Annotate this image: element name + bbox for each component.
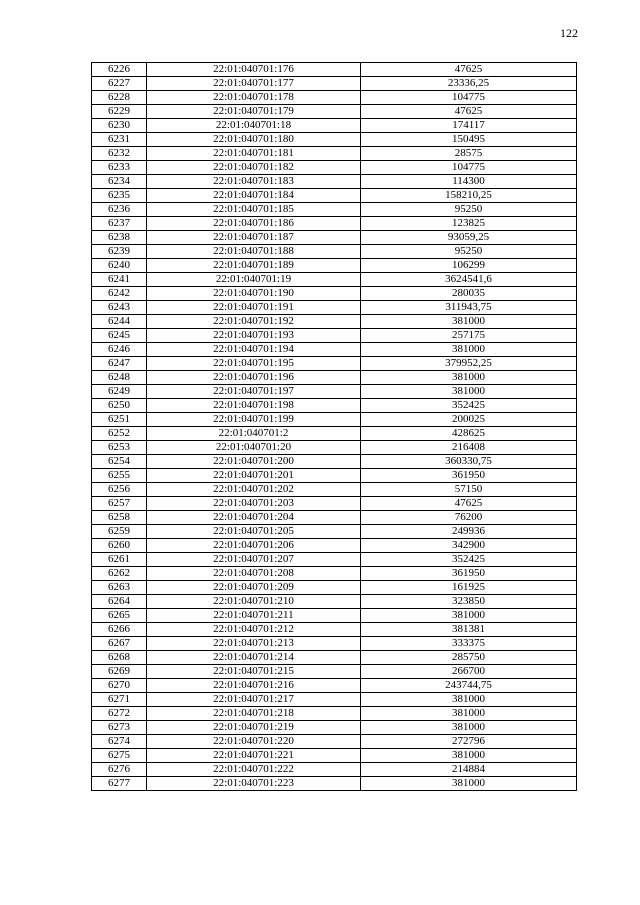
table-row bbox=[92, 665, 577, 679]
value-cell: 123825 bbox=[361, 217, 577, 231]
table-row bbox=[92, 637, 577, 651]
row-number-cell: 6245 bbox=[92, 329, 147, 343]
cadastral-number-cell: 22:01:040701:201 bbox=[147, 469, 361, 483]
value-cell: 333375 bbox=[361, 637, 577, 651]
value-cell: 381000 bbox=[361, 749, 577, 763]
cadastral-number-cell: 22:01:040701:212 bbox=[147, 623, 361, 637]
table-row bbox=[92, 175, 577, 189]
value-cell: 381000 bbox=[361, 693, 577, 707]
table-row bbox=[92, 763, 577, 777]
value-cell: 104775 bbox=[361, 161, 577, 175]
table-row bbox=[92, 721, 577, 735]
cadastral-number-cell: 22:01:040701:211 bbox=[147, 609, 361, 623]
row-number-cell: 6260 bbox=[92, 539, 147, 553]
table-row bbox=[92, 231, 577, 245]
cadastral-number-cell: 22:01:040701:191 bbox=[147, 301, 361, 315]
value-cell: 280035 bbox=[361, 287, 577, 301]
value-cell: 214884 bbox=[361, 763, 577, 777]
row-number-cell: 6258 bbox=[92, 511, 147, 525]
table-row bbox=[92, 217, 577, 231]
value-cell: 428625 bbox=[361, 427, 577, 441]
row-number-cell: 6259 bbox=[92, 525, 147, 539]
row-number-cell: 6261 bbox=[92, 553, 147, 567]
value-cell: 266700 bbox=[361, 665, 577, 679]
cadastral-number-cell: 22:01:040701:185 bbox=[147, 203, 361, 217]
page-number: 122 bbox=[560, 26, 578, 40]
table-row bbox=[92, 567, 577, 581]
value-cell: 106299 bbox=[361, 259, 577, 273]
value-cell: 95250 bbox=[361, 203, 577, 217]
table-row bbox=[92, 427, 577, 441]
row-number-cell: 6252 bbox=[92, 427, 147, 441]
value-cell: 361950 bbox=[361, 567, 577, 581]
cadastral-number-cell: 22:01:040701:183 bbox=[147, 175, 361, 189]
row-number-cell: 6230 bbox=[92, 119, 147, 133]
value-cell: 249936 bbox=[361, 525, 577, 539]
cadastral-number-cell: 22:01:040701:182 bbox=[147, 161, 361, 175]
row-number-cell: 6247 bbox=[92, 357, 147, 371]
table-row bbox=[92, 455, 577, 469]
cadastral-number-cell: 22:01:040701:200 bbox=[147, 455, 361, 469]
table-row bbox=[92, 259, 577, 273]
value-cell: 285750 bbox=[361, 651, 577, 665]
cadastral-number-cell: 22:01:040701:19 bbox=[147, 273, 361, 287]
value-cell: 28575 bbox=[361, 147, 577, 161]
table-row bbox=[92, 301, 577, 315]
row-number-cell: 6240 bbox=[92, 259, 147, 273]
value-cell: 243744,75 bbox=[361, 679, 577, 693]
row-number-cell: 6273 bbox=[92, 721, 147, 735]
table-row bbox=[92, 287, 577, 301]
table-row bbox=[92, 399, 577, 413]
value-cell: 272796 bbox=[361, 735, 577, 749]
row-number-cell: 6232 bbox=[92, 147, 147, 161]
cadastral-number-cell: 22:01:040701:179 bbox=[147, 105, 361, 119]
row-number-cell: 6257 bbox=[92, 497, 147, 511]
cadastral-number-cell: 22:01:040701:199 bbox=[147, 413, 361, 427]
cadastral-number-cell: 22:01:040701:197 bbox=[147, 385, 361, 399]
cadastral-number-cell: 22:01:040701:194 bbox=[147, 343, 361, 357]
table-row bbox=[92, 273, 577, 287]
value-cell: 257175 bbox=[361, 329, 577, 343]
row-number-cell: 6269 bbox=[92, 665, 147, 679]
row-number-cell: 6276 bbox=[92, 763, 147, 777]
row-number-cell: 6267 bbox=[92, 637, 147, 651]
cadastral-number-cell: 22:01:040701:208 bbox=[147, 567, 361, 581]
row-number-cell: 6231 bbox=[92, 133, 147, 147]
cadastral-number-cell: 22:01:040701:220 bbox=[147, 735, 361, 749]
table-row bbox=[92, 651, 577, 665]
cadastral-number-cell: 22:01:040701:206 bbox=[147, 539, 361, 553]
value-cell: 174117 bbox=[361, 119, 577, 133]
row-number-cell: 6239 bbox=[92, 245, 147, 259]
value-cell: 379952,25 bbox=[361, 357, 577, 371]
row-number-cell: 6234 bbox=[92, 175, 147, 189]
table-row bbox=[92, 245, 577, 259]
value-cell: 114300 bbox=[361, 175, 577, 189]
cadastral-number-cell: 22:01:040701:187 bbox=[147, 231, 361, 245]
cadastral-number-cell: 22:01:040701:218 bbox=[147, 707, 361, 721]
cadastral-number-cell: 22:01:040701:207 bbox=[147, 553, 361, 567]
cadastral-number-cell: 22:01:040701:189 bbox=[147, 259, 361, 273]
value-cell: 104775 bbox=[361, 91, 577, 105]
table-row bbox=[92, 315, 577, 329]
cadastral-number-cell: 22:01:040701:180 bbox=[147, 133, 361, 147]
table-row bbox=[92, 105, 577, 119]
row-number-cell: 6235 bbox=[92, 189, 147, 203]
table-row bbox=[92, 553, 577, 567]
value-cell: 381000 bbox=[361, 343, 577, 357]
cadastral-number-cell: 22:01:040701:205 bbox=[147, 525, 361, 539]
cadastral-number-cell: 22:01:040701:215 bbox=[147, 665, 361, 679]
cadastral-number-cell: 22:01:040701:214 bbox=[147, 651, 361, 665]
table-row bbox=[92, 679, 577, 693]
value-cell: 47625 bbox=[361, 105, 577, 119]
table-row bbox=[92, 343, 577, 357]
value-cell: 161925 bbox=[361, 581, 577, 595]
row-number-cell: 6248 bbox=[92, 371, 147, 385]
table-row bbox=[92, 133, 577, 147]
cadastral-number-cell: 22:01:040701:204 bbox=[147, 511, 361, 525]
row-number-cell: 6254 bbox=[92, 455, 147, 469]
row-number-cell: 6241 bbox=[92, 273, 147, 287]
row-number-cell: 6227 bbox=[92, 77, 147, 91]
table-row bbox=[92, 623, 577, 637]
cadastral-number-cell: 22:01:040701:2 bbox=[147, 427, 361, 441]
table-row bbox=[92, 189, 577, 203]
table-row bbox=[92, 777, 577, 791]
value-cell: 381000 bbox=[361, 609, 577, 623]
value-cell: 47625 bbox=[361, 63, 577, 77]
row-number-cell: 6238 bbox=[92, 231, 147, 245]
value-cell: 381000 bbox=[361, 721, 577, 735]
table-row bbox=[92, 371, 577, 385]
cadastral-number-cell: 22:01:040701:202 bbox=[147, 483, 361, 497]
cadastral-number-cell: 22:01:040701:18 bbox=[147, 119, 361, 133]
row-number-cell: 6262 bbox=[92, 567, 147, 581]
row-number-cell: 6228 bbox=[92, 91, 147, 105]
row-number-cell: 6274 bbox=[92, 735, 147, 749]
row-number-cell: 6249 bbox=[92, 385, 147, 399]
value-cell: 381381 bbox=[361, 623, 577, 637]
row-number-cell: 6263 bbox=[92, 581, 147, 595]
table-row bbox=[92, 469, 577, 483]
table-row bbox=[92, 441, 577, 455]
value-cell: 216408 bbox=[361, 441, 577, 455]
value-cell: 361950 bbox=[361, 469, 577, 483]
value-cell: 158210,25 bbox=[361, 189, 577, 203]
cadastral-number-cell: 22:01:040701:203 bbox=[147, 497, 361, 511]
cadastral-number-cell: 22:01:040701:196 bbox=[147, 371, 361, 385]
table-row bbox=[92, 735, 577, 749]
table-row bbox=[92, 203, 577, 217]
table-body bbox=[92, 63, 577, 791]
table-row bbox=[92, 581, 577, 595]
row-number-cell: 6251 bbox=[92, 413, 147, 427]
row-number-cell: 6236 bbox=[92, 203, 147, 217]
cadastral-number-cell: 22:01:040701:210 bbox=[147, 595, 361, 609]
value-cell: 47625 bbox=[361, 497, 577, 511]
row-number-cell: 6268 bbox=[92, 651, 147, 665]
row-number-cell: 6265 bbox=[92, 609, 147, 623]
value-cell: 57150 bbox=[361, 483, 577, 497]
value-cell: 23336,25 bbox=[361, 77, 577, 91]
cadastral-number-cell: 22:01:040701:223 bbox=[147, 777, 361, 791]
value-cell: 323850 bbox=[361, 595, 577, 609]
value-cell: 76200 bbox=[361, 511, 577, 525]
table-row bbox=[92, 707, 577, 721]
table-row bbox=[92, 511, 577, 525]
table-row bbox=[92, 329, 577, 343]
table-row bbox=[92, 749, 577, 763]
cadastral-number-cell: 22:01:040701:195 bbox=[147, 357, 361, 371]
row-number-cell: 6242 bbox=[92, 287, 147, 301]
cadastral-number-cell: 22:01:040701:190 bbox=[147, 287, 361, 301]
table-row bbox=[92, 693, 577, 707]
row-number-cell: 6275 bbox=[92, 749, 147, 763]
table-row bbox=[92, 385, 577, 399]
row-number-cell: 6255 bbox=[92, 469, 147, 483]
cadastral-number-cell: 22:01:040701:184 bbox=[147, 189, 361, 203]
row-number-cell: 6250 bbox=[92, 399, 147, 413]
table-row bbox=[92, 539, 577, 553]
value-cell: 342900 bbox=[361, 539, 577, 553]
value-cell: 381000 bbox=[361, 707, 577, 721]
cadastral-number-cell: 22:01:040701:217 bbox=[147, 693, 361, 707]
table-row bbox=[92, 161, 577, 175]
value-cell: 381000 bbox=[361, 315, 577, 329]
value-cell: 352425 bbox=[361, 399, 577, 413]
row-number-cell: 6272 bbox=[92, 707, 147, 721]
value-cell: 3624541,6 bbox=[361, 273, 577, 287]
cadastral-number-cell: 22:01:040701:222 bbox=[147, 763, 361, 777]
row-number-cell: 6237 bbox=[92, 217, 147, 231]
table-row bbox=[92, 119, 577, 133]
cadastral-number-cell: 22:01:040701:192 bbox=[147, 315, 361, 329]
row-number-cell: 6266 bbox=[92, 623, 147, 637]
cadastral-table bbox=[91, 62, 577, 791]
row-number-cell: 6226 bbox=[92, 63, 147, 77]
row-number-cell: 6271 bbox=[92, 693, 147, 707]
row-number-cell: 6264 bbox=[92, 595, 147, 609]
table-row bbox=[92, 525, 577, 539]
cadastral-number-cell: 22:01:040701:181 bbox=[147, 147, 361, 161]
cadastral-number-cell: 22:01:040701:216 bbox=[147, 679, 361, 693]
value-cell: 200025 bbox=[361, 413, 577, 427]
value-cell: 311943,75 bbox=[361, 301, 577, 315]
table-row bbox=[92, 595, 577, 609]
cadastral-number-cell: 22:01:040701:20 bbox=[147, 441, 361, 455]
value-cell: 381000 bbox=[361, 385, 577, 399]
row-number-cell: 6244 bbox=[92, 315, 147, 329]
row-number-cell: 6277 bbox=[92, 777, 147, 791]
value-cell: 150495 bbox=[361, 133, 577, 147]
table-row bbox=[92, 147, 577, 161]
row-number-cell: 6256 bbox=[92, 483, 147, 497]
cadastral-number-cell: 22:01:040701:188 bbox=[147, 245, 361, 259]
cadastral-number-cell: 22:01:040701:219 bbox=[147, 721, 361, 735]
cadastral-number-cell: 22:01:040701:178 bbox=[147, 91, 361, 105]
row-number-cell: 6253 bbox=[92, 441, 147, 455]
cadastral-number-cell: 22:01:040701:186 bbox=[147, 217, 361, 231]
table-row bbox=[92, 91, 577, 105]
value-cell: 352425 bbox=[361, 553, 577, 567]
cadastral-number-cell: 22:01:040701:193 bbox=[147, 329, 361, 343]
row-number-cell: 6243 bbox=[92, 301, 147, 315]
value-cell: 95250 bbox=[361, 245, 577, 259]
table-row bbox=[92, 63, 577, 77]
row-number-cell: 6229 bbox=[92, 105, 147, 119]
table-row bbox=[92, 497, 577, 511]
table-row bbox=[92, 609, 577, 623]
cadastral-number-cell: 22:01:040701:221 bbox=[147, 749, 361, 763]
table-row bbox=[92, 357, 577, 371]
table-row bbox=[92, 413, 577, 427]
row-number-cell: 6270 bbox=[92, 679, 147, 693]
table-row bbox=[92, 483, 577, 497]
value-cell: 93059,25 bbox=[361, 231, 577, 245]
row-number-cell: 6246 bbox=[92, 343, 147, 357]
value-cell: 381000 bbox=[361, 777, 577, 791]
cadastral-number-cell: 22:01:040701:198 bbox=[147, 399, 361, 413]
cadastral-number-cell: 22:01:040701:209 bbox=[147, 581, 361, 595]
table-row bbox=[92, 77, 577, 91]
cadastral-number-cell: 22:01:040701:177 bbox=[147, 77, 361, 91]
cadastral-number-cell: 22:01:040701:176 bbox=[147, 63, 361, 77]
value-cell: 360330,75 bbox=[361, 455, 577, 469]
value-cell: 381000 bbox=[361, 371, 577, 385]
cadastral-number-cell: 22:01:040701:213 bbox=[147, 637, 361, 651]
row-number-cell: 6233 bbox=[92, 161, 147, 175]
